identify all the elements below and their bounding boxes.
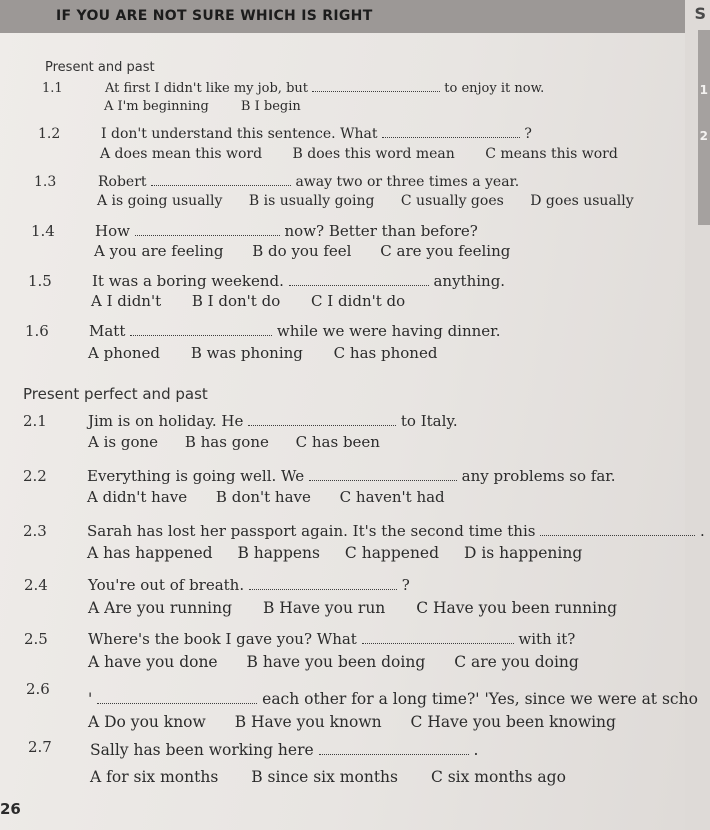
option: A you are feeling <box>94 242 224 260</box>
answer-blank <box>312 81 440 92</box>
question-text-before: Where's the book I gave you? What <box>88 630 357 648</box>
question-number: 2.5 <box>24 630 48 648</box>
option: C has phoned <box>333 344 438 362</box>
question-text-after: with it? <box>518 630 576 648</box>
question-text-before: Everything is going well. We <box>87 467 305 485</box>
question-text-after: to enjoy it now. <box>444 81 545 96</box>
option: A have you done <box>88 653 218 671</box>
answer-options <box>88 433 380 451</box>
option: B was phoning <box>190 344 303 362</box>
option: A I'm beginning <box>104 99 209 114</box>
question-text-before: You're out of breath. <box>88 576 245 594</box>
option: A Are you running <box>88 599 233 617</box>
option: A didn't have <box>87 488 188 506</box>
section-title: Present and past <box>45 60 155 75</box>
question-text-after: each other for a long time?' 'Yes, since we were at scho <box>262 690 698 708</box>
answer-options <box>104 99 301 114</box>
option: B Have you known <box>234 713 382 731</box>
question-text-after: . <box>700 522 705 540</box>
question-text-after: away two or three times a year. <box>295 174 520 190</box>
option: C are you feeling <box>380 242 511 260</box>
margin-ref: 1 <box>699 83 708 97</box>
option: C usually goes <box>400 193 504 209</box>
question-number: 2.4 <box>24 576 48 594</box>
option: C haven't had <box>339 488 445 506</box>
question-number: 1.5 <box>28 272 52 290</box>
question-text-after: ? <box>524 126 532 142</box>
option: C are you doing <box>454 653 579 671</box>
question-text-before: I don't understand this sentence. What <box>101 126 378 142</box>
answer-blank <box>540 524 695 536</box>
question-text-before: Sally has been working here <box>90 741 314 759</box>
option: B does this word mean <box>292 146 455 162</box>
question-text-before: Robert <box>98 174 147 190</box>
answer-blank <box>97 691 257 704</box>
question-text-after: to Italy. <box>400 412 458 430</box>
question-text-after: anything. <box>433 272 506 290</box>
answer-blank <box>135 224 280 236</box>
option: A is gone <box>88 433 159 451</box>
answer-options <box>97 193 634 209</box>
question-text-before: Jim is on holiday. He <box>88 412 244 430</box>
question-text-after: . <box>473 741 479 759</box>
edge-letter: S <box>694 4 706 23</box>
question-text <box>98 174 519 190</box>
answer-options <box>88 344 437 362</box>
option: C six months ago <box>430 768 566 786</box>
question-number: 2.2 <box>23 467 47 485</box>
option: B don't have <box>215 488 311 506</box>
answer-blank <box>249 578 397 590</box>
answer-options <box>87 488 445 506</box>
page-number: 26 <box>0 800 21 818</box>
option: C Have you been running <box>416 599 618 617</box>
answer-options <box>90 768 566 786</box>
option: B I don't do <box>191 292 281 310</box>
option: B do you feel <box>252 242 352 260</box>
option: D goes usually <box>530 193 634 209</box>
question-text <box>101 126 532 142</box>
question-text <box>88 576 410 594</box>
question-text-after: now? Better than before? <box>284 222 478 240</box>
answer-blank <box>382 127 520 139</box>
option: A has happened <box>87 544 213 562</box>
answer-options <box>100 146 618 162</box>
question-text <box>87 522 705 540</box>
option: B has gone <box>184 433 269 451</box>
question-text <box>88 630 575 648</box>
question-number: 2.7 <box>28 738 52 756</box>
header-bar <box>0 0 685 33</box>
question-text <box>90 741 478 759</box>
question-number: 1.3 <box>34 174 57 190</box>
question-number: 1.2 <box>38 126 61 142</box>
section-title: Present perfect and past <box>23 385 208 403</box>
answer-options <box>88 599 617 617</box>
answer-blank <box>151 175 291 187</box>
option: B happens <box>237 544 320 562</box>
question-text <box>89 322 500 340</box>
question-text <box>88 412 458 430</box>
question-text-before: It was a boring weekend. <box>92 272 284 290</box>
answer-options <box>88 713 616 731</box>
option: C means this word <box>485 146 618 162</box>
option: C Have you been knowing <box>410 713 616 731</box>
option: B is usually going <box>248 193 375 209</box>
answer-options <box>94 242 510 260</box>
question-text-before: How <box>95 222 130 240</box>
option: A is going usually <box>97 193 223 209</box>
question-text-before: At first I didn't like my job, but <box>105 81 308 96</box>
answer-blank <box>289 274 429 286</box>
option: A phoned <box>88 344 161 362</box>
option: B Have you run <box>262 599 386 617</box>
answer-blank <box>362 632 514 644</box>
answer-options <box>88 653 579 671</box>
question-text <box>95 222 478 240</box>
question-text-before: Matt <box>89 322 126 340</box>
option: B since six months <box>251 768 398 786</box>
question-text <box>92 272 505 290</box>
question-number: 2.6 <box>26 680 50 698</box>
question-number: 1.1 <box>42 81 63 96</box>
answer-options <box>87 544 582 562</box>
question-text <box>105 81 544 96</box>
margin-ref: 2 <box>699 129 708 143</box>
answer-options <box>91 292 405 310</box>
question-text-after: any problems so far. <box>461 467 616 485</box>
right-edge-bar <box>698 30 710 225</box>
option: C has been <box>295 433 380 451</box>
question-text <box>87 467 616 485</box>
option: A Do you know <box>88 713 206 731</box>
question-text-before: ' <box>88 690 93 708</box>
option: A for six months <box>90 768 219 786</box>
question-number: 2.3 <box>23 522 47 540</box>
option: D is happening <box>463 544 583 562</box>
question-number: 1.4 <box>31 222 55 240</box>
option: B I begin <box>240 99 301 114</box>
answer-blank <box>248 414 396 426</box>
page-title: IF YOU ARE NOT SURE WHICH IS RIGHT <box>56 8 373 24</box>
question-number: 2.1 <box>23 412 47 430</box>
option: B have you been doing <box>246 653 426 671</box>
option: A I didn't <box>91 292 162 310</box>
option: C I didn't do <box>311 292 406 310</box>
option: C happened <box>344 544 440 562</box>
question-text-before: Sarah has lost her passport again. It's the second time this <box>87 522 536 540</box>
answer-blank <box>309 469 457 481</box>
answer-blank <box>319 742 469 755</box>
question-number: 1.6 <box>25 322 49 340</box>
question-text <box>88 690 698 708</box>
question-text-after: ? <box>401 576 410 594</box>
answer-blank <box>130 324 272 336</box>
question-text-after: while we were having dinner. <box>276 322 501 340</box>
option: A does mean this word <box>100 146 263 162</box>
